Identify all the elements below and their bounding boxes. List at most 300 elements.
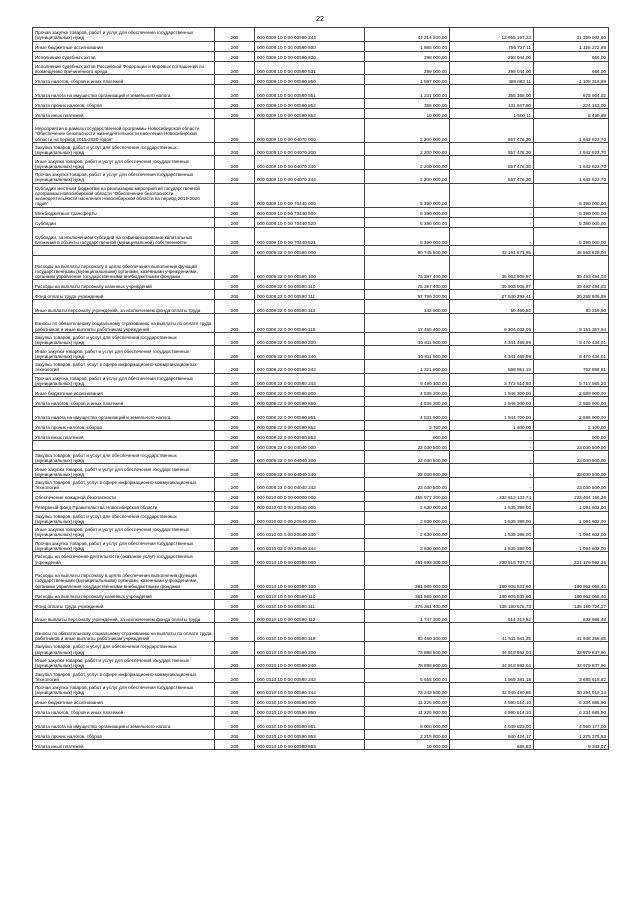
executed-amount-cell: 44 918 662,04 bbox=[450, 655, 534, 669]
remaining-amount-cell: 3 685 618,82 bbox=[534, 669, 609, 683]
approved-amount-cell: 1 231 000,00 bbox=[365, 85, 450, 99]
table-row bbox=[33, 642, 609, 656]
executed-amount-cell: 35 903 905,97 bbox=[450, 256, 534, 280]
approved-amount-cell: 11 225 800,00 bbox=[365, 696, 450, 706]
remaining-amount-cell: 2 589 900,00 bbox=[534, 397, 609, 407]
expense-name-cell: Иные выплаты персоналу учреждений, за исключением фонда оплаты труда bbox=[33, 300, 215, 314]
line-code-cell: 200 bbox=[215, 183, 255, 207]
executed-amount-cell: 1 969 381,18 bbox=[450, 669, 534, 683]
executed-amount-cell: 180 606 531,60 bbox=[450, 565, 534, 589]
table-row bbox=[33, 207, 609, 217]
expense-name-cell: Уплата налогов, сборов и иных платежей bbox=[33, 75, 215, 85]
approved-amount-cell: 23 030 500,00 bbox=[365, 477, 450, 491]
executed-amount-cell: 12 955 197,34 bbox=[450, 28, 534, 42]
budget-classification-code-cell: 000 0310 10 0 00 00590 800 bbox=[255, 696, 365, 706]
budget-classification-code-cell: 000 0309 10 0 00 70440 521 bbox=[255, 227, 365, 246]
line-code-cell: 200 bbox=[215, 623, 255, 642]
executed-amount-cell: 4 341 465,99 bbox=[450, 332, 534, 346]
approved-amount-cell: 2 630 000,00 bbox=[365, 525, 450, 539]
remaining-amount-cell: 39 493 494,03 bbox=[534, 280, 609, 290]
remaining-amount-cell: 30 258 806,59 bbox=[534, 290, 609, 300]
table-row bbox=[33, 156, 609, 170]
budget-classification-code-cell: 000 0309 10 0 00 00590 244 bbox=[255, 28, 365, 42]
table-row bbox=[33, 730, 609, 740]
line-code-cell: 200 bbox=[215, 477, 255, 491]
line-code-cell: 200 bbox=[215, 373, 255, 387]
approved-amount-cell: 2 630 000,00 bbox=[365, 501, 450, 511]
executed-amount-cell: - bbox=[450, 207, 534, 217]
line-code-cell: 200 bbox=[215, 75, 255, 85]
approved-amount-cell: 142 800,00 bbox=[365, 300, 450, 314]
remaining-amount-cell: 1 108 316,89 bbox=[534, 75, 609, 85]
table-row bbox=[33, 552, 609, 566]
budget-classification-code-cell: 000 0309 22 0 00 00590 119 bbox=[255, 313, 365, 332]
line-code-cell: 200 bbox=[215, 256, 255, 280]
expense-name-cell: Уплата прочих налогов, сборов bbox=[33, 98, 215, 108]
line-code-cell: 200 bbox=[215, 420, 255, 430]
table-body bbox=[33, 28, 609, 750]
expense-name-cell: Расходы на выплаты персоналу в целях обеспечения выполнения функций государственными (муниципальными) органами, казенными учреждениями, органами управления государственными внебюджетными фондами bbox=[33, 256, 215, 280]
executed-amount-cell: 557 476,30 bbox=[450, 156, 534, 170]
expense-name-cell: Обеспечение пожарной безопасности bbox=[33, 491, 215, 501]
expense-name-cell: Закупка товаров, работ и услуг для обеспечения государственных (муниципальных) нужд bbox=[33, 642, 215, 656]
remaining-amount-cell: 5 717 565,20 bbox=[534, 373, 609, 387]
executed-amount-cell: 4 990 514,10 bbox=[450, 706, 534, 716]
line-code-cell: 200 bbox=[215, 407, 255, 421]
budget-classification-code-cell: 000 0310 10 0 00 00590 112 bbox=[255, 609, 365, 623]
remaining-amount-cell: 33 979 837,96 bbox=[534, 655, 609, 669]
remaining-amount-cell: 666,00 bbox=[534, 61, 609, 75]
expense-name-cell bbox=[33, 440, 215, 450]
expense-name-cell: Уплата налога на имущество организаций и земельного налога bbox=[33, 716, 215, 730]
executed-amount-cell: 44 918 662,04 bbox=[450, 642, 534, 656]
executed-amount-cell: 232 513 133,74 bbox=[450, 491, 534, 501]
budget-classification-code-cell: 000 0309 22 0 00 00590 852 bbox=[255, 420, 365, 430]
remaining-amount-cell: 5 390 000,00 bbox=[534, 183, 609, 207]
remaining-amount-cell: 23 030 500,00 bbox=[534, 477, 609, 491]
expense-name-cell: Иные закупки товаров, работ и услуг для обеспечения государственных (муниципальных) нужд bbox=[33, 346, 215, 360]
table-row bbox=[33, 669, 609, 683]
line-code-cell: 200 bbox=[215, 552, 255, 566]
expense-name-cell: Уплата иных платежей bbox=[33, 430, 215, 440]
executed-amount-cell: 4 990 514,10 bbox=[450, 696, 534, 706]
line-code-cell: 200 bbox=[215, 430, 255, 440]
executed-amount-cell: 1 946 300,00 bbox=[450, 387, 534, 397]
remaining-amount-cell: 1 275 375,83 bbox=[534, 730, 609, 740]
budget-execution-table bbox=[32, 27, 609, 750]
approved-amount-cell: 4 536 200,00 bbox=[365, 387, 450, 397]
expense-name-cell: Закупка товаров, работ, услуг в сфере информационно-коммуникационных технологий bbox=[33, 669, 215, 683]
expense-name-cell: Иные закупки товаров, работ и услуг для обеспечения государственных (муниципальных) нужд bbox=[33, 464, 215, 478]
line-code-cell: 200 bbox=[215, 169, 255, 183]
budget-classification-code-cell: 000 0310 00 0 00 00000 000 bbox=[255, 491, 365, 501]
remaining-amount-cell: 31 359 002,66 bbox=[534, 28, 609, 42]
expense-name-cell: Уплата налога на имущество организаций и земельного налога bbox=[33, 407, 215, 421]
table-row bbox=[33, 227, 609, 246]
approved-amount-cell: 57 799 200,00 bbox=[365, 290, 450, 300]
table-row bbox=[33, 464, 609, 478]
line-code-cell: 200 bbox=[215, 730, 255, 740]
budget-classification-code-cell: 000 0309 10 0 00 00590 853 bbox=[255, 108, 365, 118]
approved-amount-cell: 361 569 000,00 bbox=[365, 565, 450, 589]
expense-name-cell: Прочая закупка товаров, работ и услуг для обеспечения государственных (муниципальных) нужд bbox=[33, 169, 215, 183]
expense-name-cell: Уплата иных платежей bbox=[33, 740, 215, 750]
table-row bbox=[33, 538, 609, 552]
expense-name-cell: Закупка товаров, работ и услуг для обеспечения государственных (муниципальных) нужд bbox=[33, 511, 215, 525]
budget-classification-code-cell: 000 0309 22 0 00 00590 850 bbox=[255, 397, 365, 407]
table-row bbox=[33, 511, 609, 525]
line-code-cell: 200 bbox=[215, 290, 255, 300]
approved-amount-cell: 2 200 000,00 bbox=[365, 118, 450, 142]
remaining-amount-cell: 900,00 bbox=[534, 430, 609, 440]
approved-amount-cell: 83 460 300,00 bbox=[365, 623, 450, 642]
line-code-cell: 200 bbox=[215, 716, 255, 730]
remaining-amount-cell: 180 962 068,40 bbox=[534, 565, 609, 589]
expense-name-cell: Закупка товаров, работ, услуг в сфере информационно-коммуникационных технологий bbox=[33, 477, 215, 491]
budget-classification-code-cell: 000 0309 10 0 00 70440 500 bbox=[255, 207, 365, 217]
approved-amount-cell: 17 455 400,00 bbox=[365, 313, 450, 332]
line-code-cell: 200 bbox=[215, 599, 255, 609]
remaining-amount-cell: 39 493 494,03 bbox=[534, 256, 609, 280]
table-row bbox=[33, 477, 609, 491]
budget-classification-code-cell: 000 0310 10 0 00 00590 200 bbox=[255, 642, 365, 656]
table-row bbox=[33, 300, 609, 314]
budget-classification-code-cell: 000 0309 22 0 00 04040 240 bbox=[255, 464, 365, 478]
remaining-amount-cell: 138 180 724,27 bbox=[534, 599, 609, 609]
table-row bbox=[33, 290, 609, 300]
table-row bbox=[33, 501, 609, 511]
line-code-cell: 200 bbox=[215, 501, 255, 511]
line-code-cell: 200 bbox=[215, 706, 255, 716]
executed-amount-cell: 557 476,30 bbox=[450, 118, 534, 142]
remaining-amount-cell: 6 234 685,90 bbox=[534, 706, 609, 716]
remaining-amount-cell: 6 470 434,01 bbox=[534, 346, 609, 360]
line-code-cell: 200 bbox=[215, 740, 255, 750]
line-code-cell: 200 bbox=[215, 51, 255, 61]
approved-amount-cell: 78 898 500,00 bbox=[365, 655, 450, 669]
page-number: 22 bbox=[316, 16, 324, 23]
budget-classification-code-cell: 000 0310 10 0 00 00590 852 bbox=[255, 730, 365, 740]
approved-amount-cell: 4 531 600,00 bbox=[365, 407, 450, 421]
executed-amount-cell: - bbox=[450, 477, 534, 491]
executed-amount-cell: - bbox=[450, 183, 534, 207]
table-row bbox=[33, 51, 609, 61]
executed-amount-cell: 4 341 465,99 bbox=[450, 346, 534, 360]
table-row bbox=[33, 387, 609, 397]
executed-amount-cell: 557 476,30 bbox=[450, 169, 534, 183]
table-row bbox=[33, 217, 609, 227]
budget-classification-code-cell: 000 0309 10 0 00 04070 000 bbox=[255, 118, 365, 142]
remaining-amount-cell: 2 586 900,00 bbox=[534, 407, 609, 421]
table-row bbox=[33, 169, 609, 183]
approved-amount-cell: 10 811 500,00 bbox=[365, 346, 450, 360]
table-row bbox=[33, 108, 609, 118]
expense-name-cell: Субсидии местным бюджетам на реализацию мероприятий государственной программы Новосибирской области "Обеспечение безопасности жизнедеятельности населения Новосибирской области на период 2015-2020 годов" bbox=[33, 183, 215, 207]
table-row bbox=[33, 491, 609, 501]
executed-amount-cell: 1 944 700,00 bbox=[450, 407, 534, 421]
expense-name-cell: Закупка товаров, работ и услуг для обеспечения государственных (муниципальных) нужд bbox=[33, 332, 215, 346]
budget-classification-code-cell: 000 0309 22 0 00 04040 000 bbox=[255, 440, 365, 450]
executed-amount-cell: 27 540 393,41 bbox=[450, 290, 534, 300]
budget-classification-code-cell: 000 0310 10 0 00 00590 240 bbox=[255, 655, 365, 669]
line-code-cell: 200 bbox=[215, 108, 255, 118]
expense-name-cell: Взносы по обязательному социальному страхованию на выплаты по оплате труда работников и иные выплаты работникам учреждений bbox=[33, 623, 215, 642]
executed-amount-cell: 131 847,50 bbox=[450, 98, 534, 108]
executed-amount-cell: 1 535 398,00 bbox=[450, 501, 534, 511]
remaining-amount-cell: 6 470 434,01 bbox=[534, 332, 609, 346]
approved-amount-cell: 23 030 500,00 bbox=[365, 464, 450, 478]
budget-classification-code-cell: 000 0309 10 0 00 70440 520 bbox=[255, 217, 365, 227]
executed-amount-cell: - bbox=[450, 430, 534, 440]
table-row bbox=[33, 246, 609, 256]
expense-name-cell: Уплата налогов, сборов и иных платежей bbox=[33, 397, 215, 407]
executed-amount-cell: 756 727,11 bbox=[450, 41, 534, 51]
budget-classification-code-cell: 000 0310 10 0 00 00590 853 bbox=[255, 740, 365, 750]
executed-amount-cell: 1 600,00 bbox=[450, 420, 534, 430]
approved-amount-cell: 2 630 000,00 bbox=[365, 538, 450, 552]
remaining-amount-cell: 221 176 592,26 bbox=[534, 552, 609, 566]
remaining-amount-cell: 9 333,07 bbox=[534, 740, 609, 750]
budget-classification-code-cell: 000 0309 22 0 00 04040 200 bbox=[255, 450, 365, 464]
table-row bbox=[33, 716, 609, 730]
executed-amount-cell: 4 049 823,00 bbox=[450, 716, 534, 730]
expense-name-cell: Субсидии, за исключением субсидий на софинансирование капитальных вложений в объекты государственной (муниципальной) собственности bbox=[33, 227, 215, 246]
line-code-cell: 200 bbox=[215, 142, 255, 156]
line-code-cell: 200 bbox=[215, 300, 255, 314]
executed-amount-cell: 230 516 707,74 bbox=[450, 552, 534, 566]
approved-amount-cell: 5 390 000,00 bbox=[365, 217, 450, 227]
table-row bbox=[33, 85, 609, 99]
executed-amount-cell: 1 535 398,00 bbox=[450, 538, 534, 552]
expense-name-cell: Иные бюджетные ассигнования bbox=[33, 696, 215, 706]
budget-classification-code-cell: 000 0309 10 0 00 00590 831 bbox=[255, 61, 365, 75]
expense-name-cell: Уплата прочих налогов, сборов bbox=[33, 730, 215, 740]
expense-name-cell: Расходы на выплаты персоналу казенных учреждений bbox=[33, 589, 215, 599]
line-code-cell: 200 bbox=[215, 642, 255, 656]
expense-name-cell: Уплата иных платежей bbox=[33, 108, 215, 118]
budget-classification-code-cell: 000 0309 22 0 00 00590 000 bbox=[255, 246, 365, 256]
executed-amount-cell: 1 535 398,00 bbox=[450, 511, 534, 525]
executed-amount-cell: 42 191 671,95 bbox=[450, 246, 534, 256]
budget-classification-code-cell: 000 0310 10 0 00 00590 851 bbox=[255, 716, 365, 730]
line-code-cell: 200 bbox=[215, 669, 255, 683]
budget-classification-code-cell: 000 0310 10 0 00 00590 242 bbox=[255, 669, 365, 683]
table-row bbox=[33, 430, 609, 440]
approved-amount-cell: 10 000,00 bbox=[365, 740, 450, 750]
budget-classification-code-cell: 000 0310 10 0 00 00590 111 bbox=[255, 599, 365, 609]
expense-name-cell: Уплата налогов, сборов и иных платежей bbox=[33, 706, 215, 716]
table-row bbox=[33, 61, 609, 75]
executed-amount-cell: 914 313,52 bbox=[450, 609, 534, 623]
line-code-cell: 200 bbox=[215, 397, 255, 407]
remaining-amount-cell: 6 234 685,90 bbox=[534, 696, 609, 706]
remaining-amount-cell: 1 642 523,70 bbox=[534, 142, 609, 156]
approved-amount-cell: 1 885 000,00 bbox=[365, 41, 450, 51]
approved-amount-cell: 9 490 100,00 bbox=[365, 373, 450, 387]
remaining-amount-cell: 2 100,00 bbox=[534, 420, 609, 430]
budget-classification-code-cell: 000 0309 22 0 00 00590 100 bbox=[255, 256, 365, 280]
expense-name-cell: Резервный фонд Правительства Новосибирской области bbox=[33, 501, 215, 511]
line-code-cell: 200 bbox=[215, 28, 255, 42]
line-code-cell: 200 bbox=[215, 227, 255, 246]
approved-amount-cell: 900,00 bbox=[365, 430, 450, 440]
table-row bbox=[33, 183, 609, 207]
line-code-cell: 200 bbox=[215, 538, 255, 552]
budget-classification-code-cell: 000 0309 22 0 00 00590 112 bbox=[255, 300, 365, 314]
executed-amount-cell: 666,93 bbox=[450, 740, 534, 750]
budget-classification-code-cell: 000 0309 10 0 00 00590 851 bbox=[255, 85, 365, 99]
expense-name-cell: Закупка товаров, работ и услуг для обеспечения государственных (муниципальных) нужд bbox=[33, 450, 215, 464]
line-code-cell: 200 bbox=[215, 696, 255, 706]
expense-name-cell: Межбюджетные трансферты bbox=[33, 207, 215, 217]
line-code-cell: 200 bbox=[215, 280, 255, 290]
table-row bbox=[33, 599, 609, 609]
line-code-cell: 200 bbox=[215, 491, 255, 501]
approved-amount-cell: 10 000,00 bbox=[365, 108, 450, 118]
remaining-amount-cell: 2 589 900,00 bbox=[534, 387, 609, 397]
approved-amount-cell: 5 655 000,00 bbox=[365, 669, 450, 683]
remaining-amount-cell: 223 464 166,26 bbox=[534, 491, 609, 501]
approved-amount-cell: 44 314 200,00 bbox=[365, 28, 450, 42]
remaining-amount-cell: 875 864,02 bbox=[534, 85, 609, 99]
budget-classification-code-cell: 000 0310 10 0 00 00590 850 bbox=[255, 706, 365, 716]
remaining-amount-cell: 832 986,48 bbox=[534, 609, 609, 623]
budget-classification-code-cell: 000 0310 03 0 00 20540 000 bbox=[255, 501, 365, 511]
remaining-amount-cell: 666,00 bbox=[534, 51, 609, 61]
budget-classification-code-cell: 000 0310 03 0 00 20540 240 bbox=[255, 525, 365, 539]
remaining-amount-cell: 4 950 177,00 bbox=[534, 716, 609, 730]
approved-amount-cell: 2 200 000,00 bbox=[365, 169, 450, 183]
budget-classification-code-cell: 000 0309 10 0 00 70440 000 bbox=[255, 183, 365, 207]
table-row bbox=[33, 98, 609, 108]
budget-classification-code-cell: 000 0310 10 0 00 00590 119 bbox=[255, 623, 365, 642]
executed-amount-cell: 488 683,11 bbox=[450, 75, 534, 85]
budget-classification-code-cell: 000 0310 10 0 00 00590 000 bbox=[255, 552, 365, 566]
line-code-cell: 200 bbox=[215, 207, 255, 217]
approved-amount-cell: 5 390 000,00 bbox=[365, 183, 450, 207]
executed-amount-cell: 180 606 531,60 bbox=[450, 589, 534, 599]
line-code-cell: 200 bbox=[215, 41, 255, 51]
budget-classification-code-cell: 000 0309 22 0 00 00590 200 bbox=[255, 332, 365, 346]
budget-classification-code-cell: 000 0309 10 0 00 00590 830 bbox=[255, 51, 365, 61]
remaining-amount-cell: 5 390 000,00 bbox=[534, 227, 609, 246]
line-code-cell: 200 bbox=[215, 464, 255, 478]
table-row bbox=[33, 589, 609, 599]
expense-name-cell: Закупка товаров, работ и услуг для обеспечения государственных (муниципальных) нужд bbox=[33, 142, 215, 156]
remaining-amount-cell: 1 642 523,70 bbox=[534, 156, 609, 170]
table-row bbox=[33, 407, 609, 421]
approved-amount-cell: 3 700,00 bbox=[365, 420, 450, 430]
expense-name-cell: Иные бюджетные ассигнования bbox=[33, 41, 215, 51]
expense-name-cell: Фонд оплаты труда учреждений bbox=[33, 290, 215, 300]
approved-amount-cell: 298 000,00 bbox=[365, 51, 450, 61]
executed-amount-cell: - bbox=[450, 440, 534, 450]
table-row bbox=[33, 655, 609, 669]
approved-amount-cell: 455 977 200,00 bbox=[365, 491, 450, 501]
table-row bbox=[33, 118, 609, 142]
budget-classification-code-cell: 000 0309 22 0 00 00590 242 bbox=[255, 359, 365, 373]
table-row bbox=[33, 420, 609, 430]
expense-name-cell: Расходы на обеспечение деятельности (оказание услуг) государственных учреждений bbox=[33, 552, 215, 566]
approved-amount-cell: 75 397 400,00 bbox=[365, 256, 450, 280]
table-row bbox=[33, 75, 609, 85]
approved-amount-cell: 5 390 000,00 bbox=[365, 227, 450, 246]
line-code-cell: 200 bbox=[215, 313, 255, 332]
remaining-amount-cell: 5 390 000,00 bbox=[534, 207, 609, 217]
remaining-amount-cell: 8 499,89 bbox=[534, 108, 609, 118]
executed-amount-cell: - bbox=[450, 227, 534, 246]
approved-amount-cell: 2 215 800,00 bbox=[365, 730, 450, 740]
table-row bbox=[33, 450, 609, 464]
budget-classification-code-cell: 000 0309 22 0 00 00590 110 bbox=[255, 280, 365, 290]
line-code-cell: 200 bbox=[215, 98, 255, 108]
budget-classification-code-cell: 000 0309 10 0 00 00590 800 bbox=[255, 41, 365, 51]
approved-amount-cell: 2 630 000,00 bbox=[365, 511, 450, 525]
approved-amount-cell: 356 000,00 bbox=[365, 98, 450, 108]
budget-classification-code-cell: 000 0309 22 0 00 00590 853 bbox=[255, 430, 365, 440]
line-code-cell: 200 bbox=[215, 511, 255, 525]
table-row bbox=[33, 525, 609, 539]
budget-classification-code-cell: 000 0310 03 0 00 20540 244 bbox=[255, 538, 365, 552]
executed-amount-cell: 355 356,00 bbox=[450, 85, 534, 99]
line-code-cell: 200 bbox=[215, 609, 255, 623]
expense-name-cell bbox=[33, 246, 215, 256]
table-row bbox=[33, 397, 609, 407]
executed-amount-cell: 59 460,50 bbox=[450, 300, 534, 314]
budget-classification-code-cell: 000 0309 22 0 00 00590 244 bbox=[255, 373, 365, 387]
expense-name-cell: Прочая закупка товаров, работ и услуг для обеспечения государственных (муниципальных) нужд bbox=[33, 683, 215, 697]
expense-name-cell: Прочая закупка товаров, работ и услуг для обеспечения государственных (муниципальных) нужд bbox=[33, 373, 215, 387]
executed-amount-cell: 568 951,19 bbox=[450, 359, 534, 373]
executed-amount-cell: 298 044,00 bbox=[450, 61, 534, 75]
approved-amount-cell: 5 390 000,00 bbox=[365, 207, 450, 217]
expense-name-cell: Иные закупки товаров, работ и услуг для обеспечения государственных (муниципальных) нужд bbox=[33, 655, 215, 669]
table-row bbox=[33, 142, 609, 156]
line-code-cell: 200 bbox=[215, 450, 255, 464]
table-row bbox=[33, 28, 609, 42]
approved-amount-cell: 10 811 500,00 bbox=[365, 332, 450, 346]
line-code-cell: 200 bbox=[215, 525, 255, 539]
table-row bbox=[33, 346, 609, 360]
line-code-cell: 200 bbox=[215, 118, 255, 142]
budget-classification-code-cell: 000 0309 10 0 00 04070 244 bbox=[255, 169, 365, 183]
budget-classification-code-cell: 000 0310 03 0 00 20540 200 bbox=[255, 511, 365, 525]
budget-classification-code-cell: 000 0309 10 0 00 04070 240 bbox=[255, 156, 365, 170]
budget-classification-code-cell: 000 0310 10 0 00 00590 100 bbox=[255, 565, 365, 589]
executed-amount-cell: 3 772 514,80 bbox=[450, 373, 534, 387]
approved-amount-cell: 4 536 200,00 bbox=[365, 397, 450, 407]
remaining-amount-cell: 1 094 602,00 bbox=[534, 525, 609, 539]
expense-name-cell: Исполнение судебных актов bbox=[33, 51, 215, 61]
remaining-amount-cell: 33 979 837,96 bbox=[534, 642, 609, 656]
budget-classification-code-cell: 000 0309 10 0 00 00590 850 bbox=[255, 75, 365, 85]
line-code-cell: 200 bbox=[215, 440, 255, 450]
remaining-amount-cell: 48 553 828,04 bbox=[534, 246, 609, 256]
line-code-cell: 200 bbox=[215, 655, 255, 669]
table-row bbox=[33, 373, 609, 387]
approved-amount-cell: 23 030 500,00 bbox=[365, 440, 450, 450]
executed-amount-cell: - bbox=[450, 217, 534, 227]
executed-amount-cell: 1 535 398,00 bbox=[450, 525, 534, 539]
executed-amount-cell: 298 044,00 bbox=[450, 51, 534, 61]
line-code-cell: 200 bbox=[215, 156, 255, 170]
expense-name-cell: Уплата налога на имущество организаций и земельного налога bbox=[33, 85, 215, 99]
approved-amount-cell: 276 361 400,00 bbox=[365, 599, 450, 609]
expense-name-cell: Иные выплаты персоналу учреждений, за исключением фонда оплаты труда bbox=[33, 609, 215, 623]
line-code-cell: 200 bbox=[215, 683, 255, 697]
table-row bbox=[33, 683, 609, 697]
expense-name-cell: Прочая закупка товаров, работ и услуг для обеспечения государственных (муниципальных) нужд bbox=[33, 538, 215, 552]
